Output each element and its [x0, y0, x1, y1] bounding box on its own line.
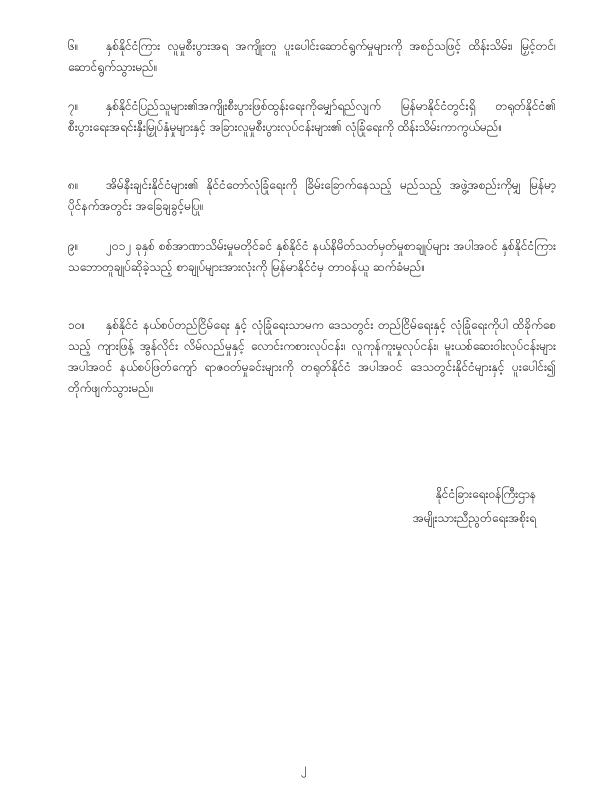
- paragraph-text: နှစ်နိုင်ငံကြား လူမှုစီးပွားအရ အကျိုးတူ ပူးပေါင်းဆောင်ရွက်မှုများကို အစဉ်သဖြင့် ထိန်းသိမ်း၊ မြှင့်တင်၊ ဆောင်ရွက်သွားမည်။: [68, 39, 556, 74]
- paragraph-7: [68, 96, 556, 138]
- paragraph-text: အိမ်နီးချင်းနိုင်ငံများ၏ နိုင်ငံတော်လုံခြုံရေးကို ခြိမ်းခြောက်နေသည့် မည်သည့် အဖွဲ့အစည်းကိုမျှ မြန်မာ့ပိုင်နက်အတွင်း အခြေချခွင့်မပြု။: [68, 178, 556, 213]
- signature-government: အမျိုးသားညီညွတ်ရေးအစိုးရ: [412, 511, 536, 525]
- signature-ministry: နိုင်ငံခြားရေးဝန်ကြီးဌာန: [435, 487, 536, 501]
- paragraph-6: [68, 36, 556, 78]
- paragraph-9: [68, 236, 556, 278]
- paragraph-number: ၁၀။: [68, 318, 86, 332]
- paragraph-10: [68, 315, 556, 399]
- paragraph-number: ၇။: [68, 99, 79, 113]
- paragraph-number: ၉။: [68, 239, 79, 253]
- paragraph-text: ၂၀၁၂ ခုနှစ် စစ်အာဏာသိမ်းမှုမတိုင်ခင် နှစ်နိုင်ငံ နယ်နိမိတ်သတ်မှတ်မှုစာချုပ်များ အပါအဝင် နှစ်နိုင်ငံကြား သဘောတူချုပ်ဆိုခဲ့သည့် စာချုပ်များအားလုံးကို မြန်မာနိုင်ငံမှ တာဝန်ယူ ဆက်ခံမည်။: [68, 239, 556, 274]
- paragraph-number: ၆။: [68, 39, 79, 53]
- paragraph-text: နှစ်နိုင်ငံပြည်သူများ၏အကျိုးစီးပွားဖြစ်ထွန်းရေးကိုမျှော်ရည်လျက် မြန်မာနိုင်ငံတွင်းရှိ တရုတ်နိုင်ငံ၏ စီးပွားရေးအရင်းနှီးမြှုပ်နှံမှုများနှင့် အခြားလူမှုစီးပွားလုပ်ငန်းများ၏ လုံခြုံရေးကို ထိန်းသိမ်းကာကွယ်မည်။: [68, 99, 556, 134]
- page-number: ၂: [301, 761, 307, 775]
- paragraph-text: နှစ်နိုင်ငံ နယ်စပ်တည်ငြိမ်ရေး နှင့် လုံခြုံရေးသာမက ဒေသတွင်း တည်ငြိမ်ရေးနှင့် လုံခြုံရေးကိုပါ ထိခိုက်စေသည့် ကျားဖြန့် အွန်လိုင်း လိမ်လည်မှုနှင့် လောင်းကစားလုပ်ငန်း၊ လူကုန်ကူးမှုလုပ်ငန်း၊ မူးယစ်ဆေးဝါးလုပ်ငန်းများအပါအဝင် နယ်စပ်ဖြတ်ကျော် ရာဇဝတ်မှုခင်းများကို တရုတ်နိုင်ငံ အပါအဝင် ဒေသတွင်းနိုင်ငံများနှင့် ပူးပေါင်း၍ တိုက်ဖျက်သွားမည်။: [68, 318, 556, 395]
- paragraph-8: [68, 175, 556, 217]
- paragraph-number: ၈။: [68, 178, 79, 192]
